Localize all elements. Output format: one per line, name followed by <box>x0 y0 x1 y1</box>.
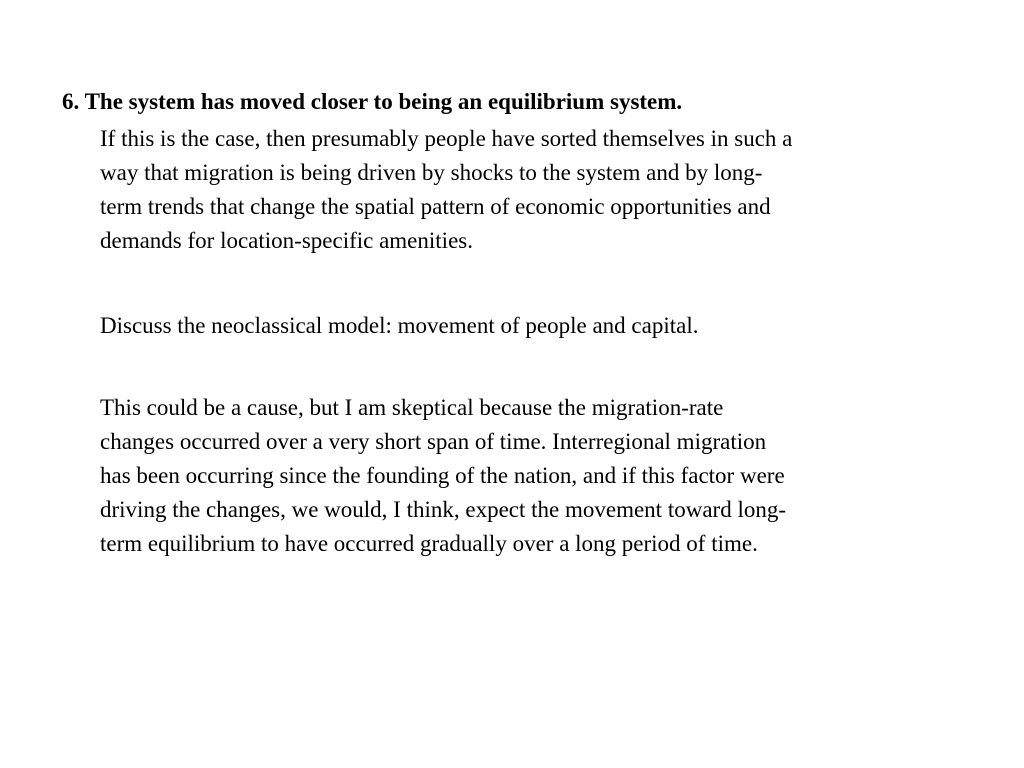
paragraph-line: Discuss the neoclassical model: movement of people and capital. <box>100 313 699 338</box>
paragraph-line: If this is the case, then presumably people have sorted themselves in such a <box>100 126 793 151</box>
paragraph-line: changes occurred over a very short span of time. Interregional migration <box>100 429 767 454</box>
paragraph-line: This could be a cause, but I am skeptical because the migration-rate <box>100 395 724 420</box>
paragraph-equilibrium-sorting <box>100 122 970 258</box>
slide-heading: 6. The system has moved closer to being an equilibrium system. <box>62 89 683 114</box>
paragraph-neoclassical-model <box>100 309 970 343</box>
paragraph-line: way that migration is being driven by shocks to the system and by long- <box>100 160 763 185</box>
paragraph-skeptical-note <box>100 391 970 561</box>
paragraph-line: demands for location-specific amenities. <box>100 228 473 253</box>
paragraph-line: driving the changes, we would, I think, expect the movement toward long- <box>100 497 786 522</box>
paragraph-line: term equilibrium to have occurred gradually over a long period of time. <box>100 531 758 556</box>
paragraph-line: term trends that change the spatial pattern of economic opportunities and <box>100 194 771 219</box>
paragraph-line: has been occurring since the founding of the nation, and if this factor were <box>100 463 785 488</box>
